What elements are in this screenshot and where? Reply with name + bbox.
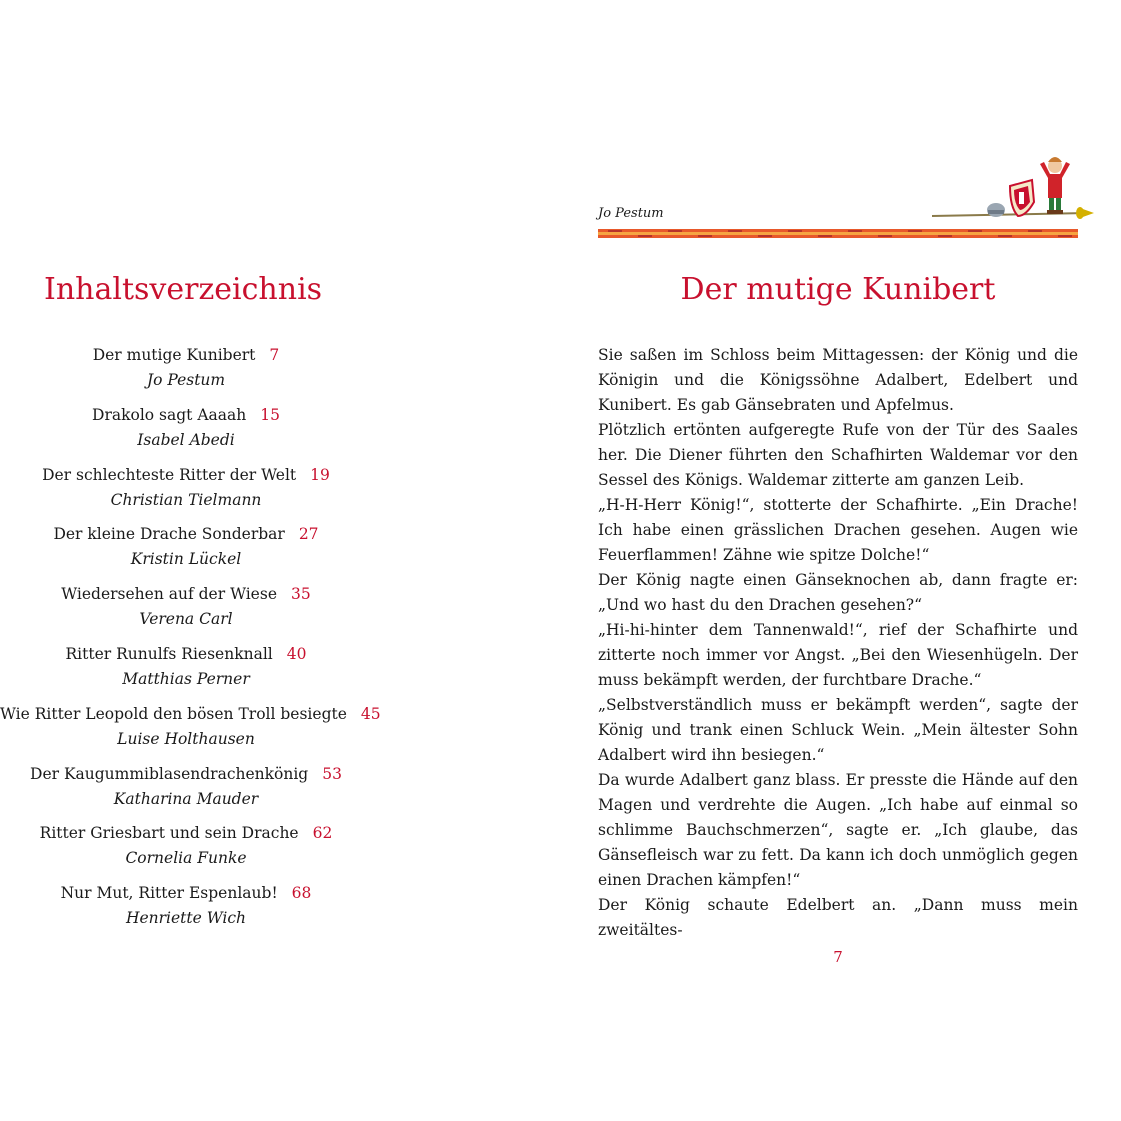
story-paragraph: „Selbstverständlich muss er bekämpft werden“, sagte der König und trank einen Schluck Wein. „Mein ältester Sohn Adalbert wird ihn besiegen.“ — [598, 696, 1078, 764]
toc-heading: Inhaltsverzeichnis — [44, 272, 323, 307]
decorative-border-band — [598, 229, 1078, 238]
toc-entry-author: Henriette Wich — [125, 909, 247, 928]
story-paragraph: Da wurde Adalbert ganz blass. Er presste die Hände auf den Magen und verdrehte die Augen. „Ich habe auf einmal so schlimme Bauchschmerzen“, sagte er. „Ich glaube, das Gänsefleisch war zu fett. Da kann ich doch unmöglich gegen einen Drachen kämpfen!“ — [598, 771, 1078, 889]
toc-entry-page: 45 — [360, 704, 381, 723]
toc-entry-author: Verena Carl — [139, 610, 233, 629]
toc-entry[interactable] — [0, 522, 372, 582]
toc-entry-title: Nur Mut, Ritter Espenlaub! — [60, 884, 278, 903]
toc-entry-author: Isabel Abedi — [137, 430, 235, 449]
toc-entry-author: Kristin Lückel — [130, 550, 242, 569]
toc-entry-title: Der kleine Drache Sonderbar — [53, 525, 285, 544]
toc-entry-author: Jo Pestum — [146, 371, 226, 389]
toc-entry-author: Christian Tielmann — [110, 490, 262, 509]
story-paragraph: „H-H-Herr König!“, stotterte der Schafhirte. „Ein Drache! Ich habe einen grässlichen Drachen gesehen. Augen wie Feuerflammen! Zähne wie spitze Dolche!“ — [598, 496, 1078, 564]
toc-entry-author: Matthias Perner — [122, 669, 250, 688]
toc-entry-title: Der schlechteste Ritter der Welt — [42, 465, 297, 484]
toc-entry-title: Wie Ritter Leopold den bösen Troll besiegte — [0, 704, 347, 723]
toc-entry-title: Ritter Runulfs Riesenknall — [65, 644, 273, 663]
toc-entry-author: Luise Holthausen — [117, 729, 255, 748]
story-paragraph: „Hi-hi-hinter dem Tannenwald!“, rief der Schafhirte und zitterte noch immer vor Angst. „Bei den Wiesenhügeln. Der muss bekämpft werden, der furchtbare Drache.“ — [598, 621, 1078, 689]
toc-entry-title: Der mutige Kunibert — [92, 346, 256, 364]
toc-entry-page: 35 — [291, 585, 311, 604]
toc-entry-title: Ritter Griesbart und sein Drache — [39, 824, 299, 843]
toc-entry[interactable] — [0, 582, 372, 642]
toc-entry[interactable] — [0, 343, 372, 403]
toc-entry[interactable] — [0, 403, 372, 463]
toc-entry-page: 40 — [286, 644, 307, 663]
knight-illustration — [930, 150, 1095, 230]
story-paragraph: Der König schaute Edelbert an. „Dann muss mein zweitältes- — [598, 896, 1078, 939]
toc-entry-page: 7 — [269, 346, 280, 364]
toc-entry[interactable] — [0, 762, 372, 822]
toc-entry-author: Cornelia Funke — [125, 849, 247, 868]
toc-entry-page: 68 — [291, 884, 312, 903]
story-body — [598, 343, 1078, 943]
toc-entry[interactable] — [0, 463, 372, 523]
story-paragraph: Plötzlich ertönten aufgeregte Rufe von der Tür des Saales her. Die Diener führten den Schafhirten Waldemar vor den Sessel des Königs. Waldemar zitterte am ganzen Leib. — [598, 421, 1078, 489]
toc-entry-page: 53 — [322, 764, 342, 783]
story-title: Der mutige Kunibert — [680, 272, 996, 307]
toc-entry-page: 62 — [312, 824, 333, 843]
toc-entry-page: 19 — [310, 465, 330, 484]
story-paragraph: Der König nagte einen Gänseknochen ab, dann fragte er: „Und wo hast du den Drachen gesehen?“ — [598, 571, 1078, 614]
toc-entry-author: Katharina Mauder — [113, 789, 259, 808]
toc-entry[interactable] — [0, 821, 372, 881]
toc-entry[interactable] — [0, 702, 381, 762]
page-number: 7 — [833, 948, 843, 966]
toc-list — [0, 343, 381, 941]
toc-entry-title: Der Kaugummiblasendrachenkönig — [30, 764, 309, 783]
toc-entry-page: 15 — [260, 405, 280, 424]
toc-entry[interactable] — [0, 881, 372, 941]
story-paragraph: Sie saßen im Schloss beim Mittagessen: der König und die Königin und die Königssöhne Adalbert, Edelbert und Kunibert. Es gab Gänsebraten und Apfelmus. — [598, 346, 1078, 414]
toc-entry-page: 27 — [298, 525, 319, 544]
toc-entry-title: Drakolo sagt Aaaah — [92, 405, 247, 424]
toc-entry-title: Wiedersehen auf der Wiese — [61, 585, 277, 604]
running-header-author: Jo Pestum — [598, 206, 664, 221]
toc-entry[interactable] — [0, 642, 372, 702]
